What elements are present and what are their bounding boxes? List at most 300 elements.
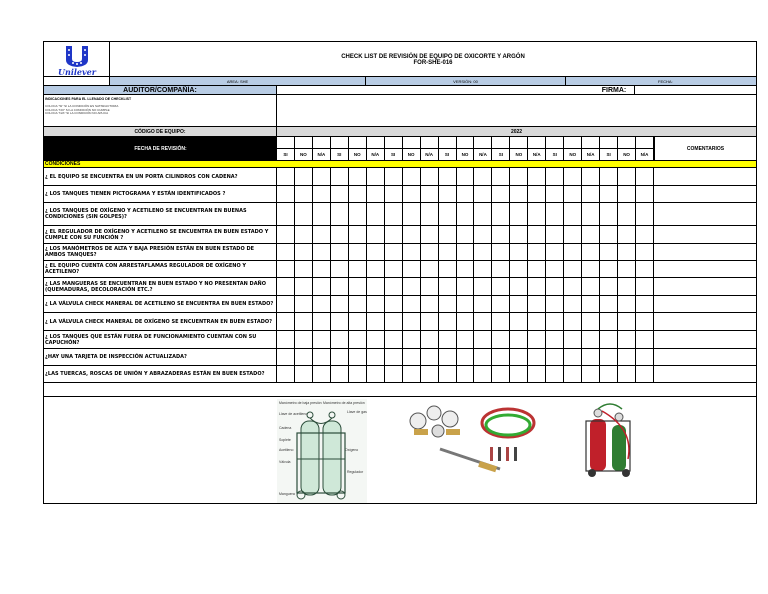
answer-cell[interactable] <box>618 331 636 348</box>
answer-cell[interactable] <box>546 203 564 225</box>
answer-cell[interactable] <box>564 186 582 202</box>
answer-cell[interactable] <box>421 244 439 260</box>
answer-cell[interactable] <box>457 203 475 225</box>
answer-cell[interactable] <box>474 261 492 277</box>
answer-cell[interactable] <box>618 366 636 382</box>
answer-cell[interactable] <box>439 244 457 260</box>
answer-cell[interactable] <box>492 366 510 382</box>
answer-cell[interactable] <box>367 244 385 260</box>
answer-cell[interactable] <box>492 168 510 185</box>
answer-cell[interactable] <box>295 366 313 382</box>
answer-cell[interactable] <box>546 331 564 348</box>
answer-cell[interactable] <box>546 168 564 185</box>
answer-cell[interactable] <box>277 349 295 365</box>
answer-cell[interactable] <box>457 186 475 202</box>
answer-cell[interactable] <box>331 244 349 260</box>
date-input-cell[interactable] <box>474 137 492 149</box>
answer-cell[interactable] <box>385 261 403 277</box>
answer-cell[interactable] <box>457 313 475 330</box>
auditor-field[interactable] <box>277 86 594 94</box>
answer-cell[interactable] <box>510 244 528 260</box>
date-input-cell[interactable] <box>618 137 636 149</box>
answer-cell[interactable] <box>474 296 492 312</box>
answer-cell[interactable] <box>313 186 331 202</box>
date-input-cell[interactable] <box>582 137 600 149</box>
answer-cell[interactable] <box>528 296 546 312</box>
answer-cell[interactable] <box>528 168 546 185</box>
answer-cell[interactable] <box>421 261 439 277</box>
answer-cell[interactable] <box>331 226 349 243</box>
answer-cell[interactable] <box>403 278 421 295</box>
answer-cell[interactable] <box>492 331 510 348</box>
answer-cell[interactable] <box>618 296 636 312</box>
answer-cell[interactable] <box>492 186 510 202</box>
date-input-cell[interactable] <box>313 137 331 149</box>
answer-cell[interactable] <box>618 313 636 330</box>
answer-cell[interactable] <box>439 349 457 365</box>
answer-cell[interactable] <box>528 186 546 202</box>
answer-cell[interactable] <box>600 226 618 243</box>
answer-cell[interactable] <box>528 226 546 243</box>
answer-cell[interactable] <box>600 261 618 277</box>
answer-cell[interactable] <box>600 244 618 260</box>
comment-cell[interactable] <box>654 366 756 382</box>
answer-cell[interactable] <box>403 296 421 312</box>
answer-cell[interactable] <box>367 349 385 365</box>
firma-field[interactable] <box>634 86 756 94</box>
answer-cell[interactable] <box>277 244 295 260</box>
answer-cell[interactable] <box>439 313 457 330</box>
answer-cell[interactable] <box>313 226 331 243</box>
answer-cell[interactable] <box>331 278 349 295</box>
answer-cell[interactable] <box>492 261 510 277</box>
answer-cell[interactable] <box>546 244 564 260</box>
answer-cell[interactable] <box>349 349 367 365</box>
answer-cell[interactable] <box>403 331 421 348</box>
answer-cell[interactable] <box>403 244 421 260</box>
answer-cell[interactable] <box>474 278 492 295</box>
answer-cell[interactable] <box>367 226 385 243</box>
answer-column-header: N/A <box>421 149 439 160</box>
answer-cell[interactable] <box>385 366 403 382</box>
answer-cell[interactable] <box>492 313 510 330</box>
answer-cell[interactable] <box>385 168 403 185</box>
answer-cell[interactable] <box>600 168 618 185</box>
answer-cell[interactable] <box>474 203 492 225</box>
answer-cell[interactable] <box>564 244 582 260</box>
diagram-label: Acetileno <box>279 448 294 452</box>
answer-cell[interactable] <box>618 203 636 225</box>
answer-cell[interactable] <box>528 366 546 382</box>
date-input-cell[interactable] <box>457 137 475 149</box>
answer-cell[interactable] <box>385 313 403 330</box>
answer-cell[interactable] <box>277 296 295 312</box>
question-row <box>44 313 756 331</box>
answer-cell[interactable] <box>510 226 528 243</box>
answer-cell[interactable] <box>349 261 367 277</box>
answer-cell[interactable] <box>528 278 546 295</box>
answer-cell[interactable] <box>582 331 600 348</box>
answer-cell[interactable] <box>564 313 582 330</box>
answer-cell[interactable] <box>367 203 385 225</box>
answer-cell[interactable] <box>421 349 439 365</box>
answer-cell[interactable] <box>474 331 492 348</box>
answer-cell[interactable] <box>492 278 510 295</box>
answer-cell[interactable] <box>636 226 654 243</box>
answer-cell[interactable] <box>528 203 546 225</box>
answer-cell[interactable] <box>457 278 475 295</box>
date-input-cell[interactable] <box>277 137 295 149</box>
answer-cell[interactable] <box>564 203 582 225</box>
answer-cell[interactable] <box>313 168 331 185</box>
answer-cell[interactable] <box>492 296 510 312</box>
answer-cell[interactable] <box>403 261 421 277</box>
answer-cell[interactable] <box>367 296 385 312</box>
answer-cell[interactable] <box>474 168 492 185</box>
answer-cell[interactable] <box>439 278 457 295</box>
answer-cell[interactable] <box>510 349 528 365</box>
answer-cell[interactable] <box>636 366 654 382</box>
answer-cell[interactable] <box>421 168 439 185</box>
answer-cell[interactable] <box>546 278 564 295</box>
answer-cell[interactable] <box>636 278 654 295</box>
answer-cell[interactable] <box>528 313 546 330</box>
answer-cell[interactable] <box>457 226 475 243</box>
date-input-cell[interactable] <box>385 137 403 149</box>
answer-cell[interactable] <box>564 278 582 295</box>
answer-cell[interactable] <box>636 203 654 225</box>
answer-cell[interactable] <box>313 296 331 312</box>
answer-cell[interactable] <box>421 366 439 382</box>
answer-cell[interactable] <box>564 296 582 312</box>
answer-cell[interactable] <box>582 226 600 243</box>
answer-cell[interactable] <box>600 203 618 225</box>
date-input-cell[interactable] <box>510 137 528 149</box>
question-row <box>44 203 756 226</box>
answer-cell[interactable] <box>313 331 331 348</box>
answer-cell[interactable] <box>439 261 457 277</box>
answer-cell[interactable] <box>313 278 331 295</box>
answer-cell[interactable] <box>385 349 403 365</box>
answer-cell[interactable] <box>313 244 331 260</box>
answer-cell[interactable] <box>421 186 439 202</box>
answer-cell[interactable] <box>474 186 492 202</box>
answer-cell[interactable] <box>546 366 564 382</box>
date-input-cell[interactable] <box>295 137 313 149</box>
date-input-cell[interactable] <box>403 137 421 149</box>
answer-cell[interactable] <box>510 186 528 202</box>
answer-cell[interactable] <box>636 168 654 185</box>
question-row <box>44 244 756 261</box>
answer-cell[interactable] <box>618 168 636 185</box>
answer-cell[interactable] <box>349 168 367 185</box>
answer-cell[interactable] <box>582 349 600 365</box>
answer-cell[interactable] <box>636 261 654 277</box>
answer-cell[interactable] <box>313 349 331 365</box>
answer-cell[interactable] <box>510 203 528 225</box>
answer-cell[interactable] <box>546 261 564 277</box>
answer-cell[interactable] <box>457 244 475 260</box>
comment-cell[interactable] <box>654 296 756 312</box>
answer-cell[interactable] <box>421 278 439 295</box>
date-input-cell[interactable] <box>349 137 367 149</box>
answer-cell[interactable] <box>492 349 510 365</box>
date-input-cell[interactable] <box>367 137 385 149</box>
answer-cell[interactable] <box>421 203 439 225</box>
instructions-row <box>44 95 756 127</box>
answer-cell[interactable] <box>528 244 546 260</box>
answer-cell[interactable] <box>582 186 600 202</box>
answer-cell[interactable] <box>349 186 367 202</box>
answer-cell[interactable] <box>277 186 295 202</box>
answer-cell[interactable] <box>403 366 421 382</box>
answer-column-header: N/A <box>582 149 600 160</box>
answer-cell[interactable] <box>582 244 600 260</box>
answer-cell[interactable] <box>510 296 528 312</box>
answer-cell[interactable] <box>295 349 313 365</box>
date-input-cell[interactable] <box>331 137 349 149</box>
answer-cell[interactable] <box>439 331 457 348</box>
comment-cell[interactable] <box>654 168 756 185</box>
answer-cell[interactable] <box>295 261 313 277</box>
answer-cell[interactable] <box>385 278 403 295</box>
diagram-label: Oxígeno <box>345 448 359 452</box>
answer-cell[interactable] <box>457 261 475 277</box>
answer-cell[interactable] <box>331 349 349 365</box>
answer-cell[interactable] <box>331 366 349 382</box>
answer-cell[interactable] <box>349 244 367 260</box>
answer-cell[interactable] <box>510 168 528 185</box>
answer-cell[interactable] <box>439 186 457 202</box>
answer-cell[interactable] <box>474 226 492 243</box>
answer-cell[interactable] <box>474 349 492 365</box>
answer-cell[interactable] <box>510 366 528 382</box>
answer-cell[interactable] <box>582 203 600 225</box>
answer-cell[interactable] <box>385 226 403 243</box>
answer-cell[interactable] <box>457 296 475 312</box>
answer-cell[interactable] <box>618 261 636 277</box>
answer-cell[interactable] <box>295 186 313 202</box>
answer-cell[interactable] <box>295 226 313 243</box>
answer-cell[interactable] <box>385 296 403 312</box>
answer-cell[interactable] <box>439 296 457 312</box>
answer-cell[interactable] <box>564 168 582 185</box>
answer-cell[interactable] <box>295 244 313 260</box>
answer-cell[interactable] <box>510 313 528 330</box>
answer-cell[interactable] <box>474 366 492 382</box>
answer-cell[interactable] <box>295 168 313 185</box>
answer-cell[interactable] <box>439 366 457 382</box>
answer-cell[interactable] <box>546 186 564 202</box>
answer-cell[interactable] <box>564 366 582 382</box>
firma-label: FIRMA: <box>601 86 627 94</box>
answer-cell[interactable] <box>582 296 600 312</box>
answer-cell[interactable] <box>618 278 636 295</box>
answer-cell[interactable] <box>331 203 349 225</box>
answer-cell[interactable] <box>546 349 564 365</box>
comment-cell[interactable] <box>654 226 756 243</box>
answer-cell[interactable] <box>492 226 510 243</box>
answer-cell[interactable] <box>385 244 403 260</box>
answer-cell[interactable] <box>546 313 564 330</box>
answer-cell[interactable] <box>474 313 492 330</box>
answer-cell[interactable] <box>403 313 421 330</box>
answer-cell[interactable] <box>385 203 403 225</box>
answer-cell[interactable] <box>331 313 349 330</box>
answer-cell[interactable] <box>636 313 654 330</box>
answer-cell[interactable] <box>582 366 600 382</box>
answer-cell[interactable] <box>457 331 475 348</box>
answer-cell[interactable] <box>582 168 600 185</box>
answer-cell[interactable] <box>636 349 654 365</box>
answer-cell[interactable] <box>313 366 331 382</box>
answer-cell[interactable] <box>421 296 439 312</box>
answer-cell[interactable] <box>277 203 295 225</box>
answer-cell[interactable] <box>564 349 582 365</box>
answer-cell[interactable] <box>457 366 475 382</box>
answer-cell[interactable] <box>313 203 331 225</box>
answer-cell[interactable] <box>295 203 313 225</box>
answer-cell[interactable] <box>582 278 600 295</box>
answer-cell[interactable] <box>582 313 600 330</box>
answer-cell[interactable] <box>582 261 600 277</box>
answer-cell[interactable] <box>474 244 492 260</box>
comment-cell[interactable] <box>654 349 756 365</box>
answer-cell[interactable] <box>439 168 457 185</box>
answer-cell[interactable] <box>492 203 510 225</box>
answer-cell[interactable] <box>564 261 582 277</box>
answer-cell[interactable] <box>313 261 331 277</box>
answer-cell[interactable] <box>277 313 295 330</box>
answer-cell[interactable] <box>349 278 367 295</box>
answer-cell[interactable] <box>457 168 475 185</box>
answer-cell[interactable] <box>600 349 618 365</box>
answer-cell[interactable] <box>367 331 385 348</box>
answer-cell[interactable] <box>331 168 349 185</box>
answer-cell[interactable] <box>510 278 528 295</box>
answer-cell[interactable] <box>564 331 582 348</box>
answer-cell[interactable] <box>618 186 636 202</box>
answer-cell[interactable] <box>277 261 295 277</box>
comment-cell[interactable] <box>654 331 756 348</box>
answer-cell[interactable] <box>421 331 439 348</box>
answer-cell[interactable] <box>367 278 385 295</box>
answer-cell[interactable] <box>331 186 349 202</box>
answer-cell[interactable] <box>331 296 349 312</box>
answer-cell[interactable] <box>277 366 295 382</box>
fecha-label: FECHA: <box>658 78 673 84</box>
answer-cell[interactable] <box>618 226 636 243</box>
answer-cell[interactable] <box>367 186 385 202</box>
answer-cell[interactable] <box>403 168 421 185</box>
answer-cell[interactable] <box>492 244 510 260</box>
answer-cell[interactable] <box>600 296 618 312</box>
answer-cell[interactable] <box>636 331 654 348</box>
answer-cell[interactable] <box>421 313 439 330</box>
answer-cell[interactable] <box>295 278 313 295</box>
answer-cell[interactable] <box>349 203 367 225</box>
answer-cell[interactable] <box>636 186 654 202</box>
answer-column-header: NO <box>564 149 582 160</box>
answer-cell[interactable] <box>510 331 528 348</box>
answer-cell[interactable] <box>439 203 457 225</box>
answer-cell[interactable] <box>349 296 367 312</box>
answer-cell[interactable] <box>403 203 421 225</box>
answer-cell[interactable] <box>457 349 475 365</box>
comment-cell[interactable] <box>654 186 756 202</box>
answer-cell[interactable] <box>349 313 367 330</box>
date-input-cell[interactable] <box>492 137 510 149</box>
answer-cell[interactable] <box>528 261 546 277</box>
answer-cell[interactable] <box>403 186 421 202</box>
answer-cell[interactable] <box>510 261 528 277</box>
answer-cell[interactable] <box>618 244 636 260</box>
answer-cell[interactable] <box>636 244 654 260</box>
answer-cell[interactable] <box>367 366 385 382</box>
question-text: ¿ EL EQUIPO CUENTA CON ARRESTAFLAMAS REGULADOR DE OXÍGENO Y ACETILENO? <box>44 261 277 277</box>
answer-cell[interactable] <box>528 349 546 365</box>
answer-cell[interactable] <box>295 313 313 330</box>
answer-cell[interactable] <box>295 331 313 348</box>
answer-cell[interactable] <box>349 226 367 243</box>
answer-cell[interactable] <box>439 226 457 243</box>
answer-cell[interactable] <box>385 331 403 348</box>
answer-cell[interactable] <box>600 313 618 330</box>
answer-cell[interactable] <box>331 261 349 277</box>
date-input-cell[interactable] <box>564 137 582 149</box>
date-input-cell[interactable] <box>528 137 546 149</box>
answer-cell[interactable] <box>277 168 295 185</box>
answer-cell[interactable] <box>277 226 295 243</box>
answer-cell[interactable] <box>367 261 385 277</box>
answer-cell[interactable] <box>636 296 654 312</box>
date-input-cell[interactable] <box>439 137 457 149</box>
answer-cell[interactable] <box>367 313 385 330</box>
answer-cell[interactable] <box>600 331 618 348</box>
date-input-cell[interactable] <box>546 137 564 149</box>
answer-cell[interactable] <box>367 168 385 185</box>
comment-cell[interactable] <box>654 244 756 260</box>
answer-cell[interactable] <box>421 226 439 243</box>
answer-cell[interactable] <box>277 278 295 295</box>
answer-cell[interactable] <box>528 331 546 348</box>
answer-cell[interactable] <box>349 366 367 382</box>
answer-cell[interactable] <box>277 331 295 348</box>
comment-cell[interactable] <box>654 203 756 225</box>
answer-cell[interactable] <box>564 226 582 243</box>
answer-cell[interactable] <box>295 296 313 312</box>
comment-cell[interactable] <box>654 278 756 295</box>
comment-cell[interactable] <box>654 261 756 277</box>
date-input-cell[interactable] <box>421 137 439 149</box>
answer-cell[interactable] <box>600 278 618 295</box>
answer-cell[interactable] <box>331 331 349 348</box>
comment-cell[interactable] <box>654 313 756 330</box>
answer-cell[interactable] <box>546 226 564 243</box>
date-input-cell[interactable] <box>600 137 618 149</box>
answer-cell[interactable] <box>600 186 618 202</box>
answer-cell[interactable] <box>403 226 421 243</box>
answer-cell[interactable] <box>403 349 421 365</box>
answer-cell[interactable] <box>546 296 564 312</box>
answer-cell[interactable] <box>385 186 403 202</box>
date-input-cell[interactable] <box>636 137 654 149</box>
answer-cell[interactable] <box>618 349 636 365</box>
answer-cell[interactable] <box>349 331 367 348</box>
answer-cell[interactable] <box>313 313 331 330</box>
answer-cell[interactable] <box>600 366 618 382</box>
regulators-photo <box>390 399 540 479</box>
